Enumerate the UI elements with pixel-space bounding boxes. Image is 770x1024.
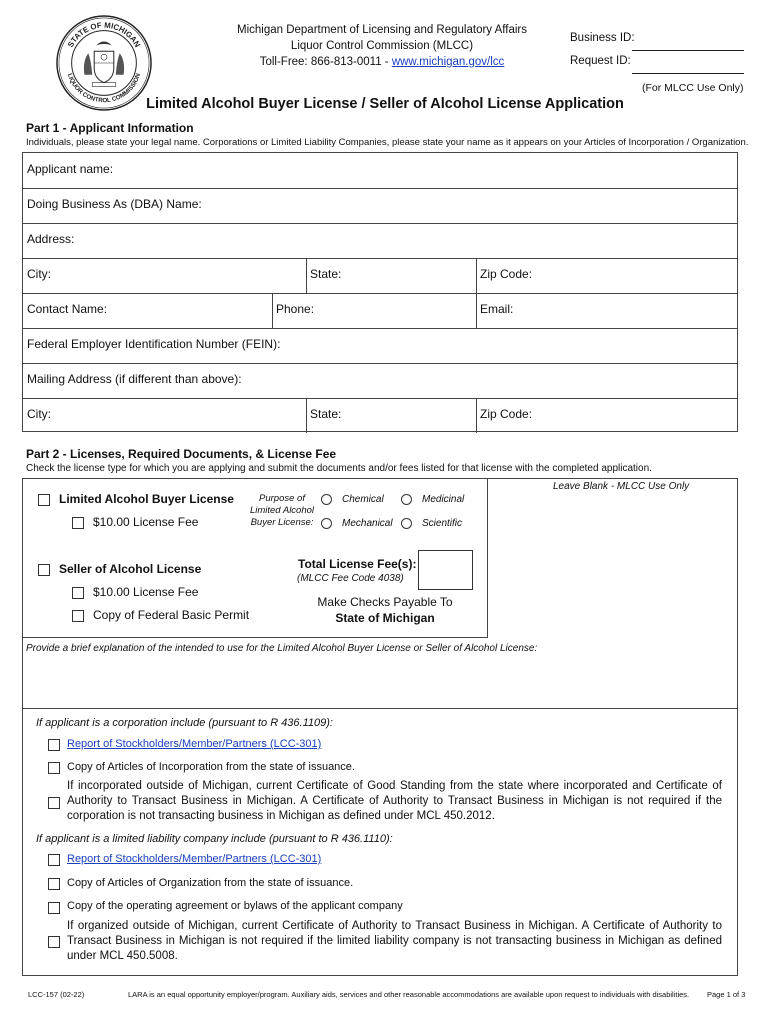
mailing-address-field[interactable]: Mailing Address (if different than above):	[27, 372, 242, 386]
purpose-medicinal-radio[interactable]	[401, 494, 412, 505]
column-divider	[476, 258, 477, 293]
page-number: Page 1 of 3	[707, 990, 746, 999]
mailing-state-field[interactable]: State:	[310, 407, 342, 421]
form-number: LCC-157 (02-22)	[28, 990, 85, 999]
city-field[interactable]: City:	[27, 267, 51, 281]
row-divider	[23, 258, 737, 259]
phone-field[interactable]: Phone:	[276, 302, 315, 316]
agency-info	[200, 22, 564, 70]
row-divider	[23, 328, 737, 329]
svg-text:STATE OF MICHIGAN: STATE OF MICHIGAN	[65, 20, 143, 49]
llc-articles-label: Copy of Articles of Organization from the state of issuance.	[67, 877, 354, 889]
lab-fee-checkbox[interactable]	[72, 517, 84, 529]
explanation-prompt: Provide a brief explanation of the intended to use for the Limited Alcohol Buyer License or Seller of Alcohol License:	[26, 643, 538, 654]
fee-code-note: (MLCC Fee Code 4038)	[297, 573, 404, 584]
commission-name: Liquor Control Commission (MLCC)	[290, 40, 474, 52]
request-id-field[interactable]	[632, 73, 744, 74]
llc-certificate-authority-label: If organized outside of Michigan, current Certificate of Authority to Transact Business in Michigan. A Certificate of Authority to Transact Business in Michigan is not required if the limited liability company is not transacting business in Michigan as defined under MCL 450.5008.	[67, 920, 722, 962]
section-divider	[22, 708, 738, 709]
total-fee-box[interactable]	[418, 550, 473, 590]
applicant-name-field[interactable]: Applicant name:	[27, 162, 114, 176]
federal-permit-checkbox[interactable]	[72, 610, 84, 622]
total-license-fee-label: Total License Fee(s):	[298, 557, 417, 571]
checks-payable-note: Make Checks Payable To	[317, 595, 453, 609]
federal-permit-label: Copy of Federal Basic Permit	[93, 608, 250, 622]
column-divider	[272, 293, 273, 328]
dba-name-field[interactable]: Doing Business As (DBA) Name:	[27, 197, 202, 211]
llc-stockholders-report-link[interactable]: Report of Stockholders/Member/Partners (LCC-301)	[67, 853, 322, 865]
corp-articles-label: Copy of Articles of Incorporation from the state of issuance.	[67, 761, 355, 773]
form-title: Limited Alcohol Buyer License / Seller of Alcohol License Application	[146, 96, 624, 112]
mlcc-use-only-note: Leave Blank - MLCC Use Only	[553, 481, 690, 492]
mailing-zip-code-field[interactable]: Zip Code:	[480, 407, 533, 421]
seller-fee-label: $10.00 License Fee	[93, 585, 199, 599]
row-divider	[23, 398, 737, 399]
lab-fee-label: $10.00 License Fee	[93, 515, 199, 529]
purpose-scientific-radio[interactable]	[401, 518, 412, 529]
column-divider	[476, 398, 477, 433]
corp-stockholders-report-checkbox[interactable]	[48, 739, 60, 751]
part1-heading: Part 1 - Applicant Information	[26, 121, 194, 135]
explanation-field[interactable]	[22, 656, 738, 708]
column-divider	[306, 398, 307, 433]
llc-operating-agreement-checkbox[interactable]	[48, 902, 60, 914]
corp-stockholders-report-link[interactable]: Report of Stockholders/Member/Partners (LCC-301)	[67, 738, 322, 750]
svg-text:LIQUOR CONTROL COMMISSION: LIQUOR CONTROL COMMISSION	[65, 72, 143, 105]
applicant-info-table	[22, 152, 738, 432]
row-divider	[23, 293, 737, 294]
limited-alcohol-buyer-checkbox[interactable]	[38, 494, 50, 506]
business-id-label: Business ID:	[570, 32, 635, 44]
limited-alcohol-buyer-label: Limited Alcohol Buyer License	[59, 492, 234, 506]
purpose-medicinal-label: Medicinal	[422, 494, 465, 505]
corporation-requirements-heading: If applicant is a corporation include (pursuant to R 436.1109):	[36, 717, 333, 729]
corp-good-standing-checkbox[interactable]	[48, 797, 60, 809]
seller-of-alcohol-label: Seller of Alcohol License	[59, 562, 202, 576]
purpose-chemical-radio[interactable]	[321, 494, 332, 505]
toll-free-number: Toll-Free: 866-813-0011 -	[259, 56, 392, 68]
email-field[interactable]: Email:	[480, 302, 514, 316]
llc-operating-agreement-label: Copy of the operating agreement or bylaws of the applicant company	[67, 900, 403, 912]
row-divider	[23, 363, 737, 364]
agency-name: Michigan Department of Licensing and Regulatory Affairs	[236, 24, 527, 36]
corp-articles-checkbox[interactable]	[48, 762, 60, 774]
seller-fee-checkbox[interactable]	[72, 587, 84, 599]
row-divider	[23, 188, 737, 189]
purpose-label	[248, 493, 316, 529]
purpose-label-line: Buyer License:	[250, 517, 314, 528]
column-divider	[476, 293, 477, 328]
llc-certificate-authority-checkbox[interactable]	[48, 936, 60, 948]
part1-instructions: Individuals, please state your legal name. Corporations or Limited Liability Companies, please state your name as it appears on your Articles of Incorporation / Organization.	[26, 137, 749, 148]
fein-field[interactable]: Federal Employer Identification Number (FEIN):	[27, 337, 281, 351]
contact-name-field[interactable]: Contact Name:	[27, 302, 108, 316]
seller-of-alcohol-checkbox[interactable]	[38, 564, 50, 576]
purpose-mechanical-radio[interactable]	[321, 518, 332, 529]
agency-website-link[interactable]: www.michigan.gov/lcc	[391, 56, 505, 68]
part2-heading: Part 2 - Licenses, Required Documents, & License Fee	[26, 447, 337, 461]
mlcc-use-only-note: (For MLCC Use Only)	[642, 82, 744, 94]
corp-good-standing-label: If incorporated outside of Michigan, current Certificate of Good Standing from the state where incorporated and Certificate of Authority to Transact Business in Michigan. A Certificate of Authority to Transact Business in Michigan is not required if the corporation is not transacting business in Michigan as defined under MCL 450.2012.	[67, 780, 722, 822]
payee-name: State of Michigan	[335, 611, 435, 625]
equal-opportunity-notice: LARA is an equal opportunity employer/program. Auxiliary aids, services and other reasonable accommodations are available upon request to individuals with disabilities.	[128, 990, 690, 999]
purpose-scientific-label: Scientific	[422, 518, 463, 529]
purpose-label-line: Purpose of	[259, 493, 305, 504]
purpose-mechanical-label: Mechanical	[342, 518, 393, 529]
address-field[interactable]: Address:	[27, 232, 75, 246]
llc-requirements-heading: If applicant is a limited liability company include (pursuant to R 436.1110):	[36, 833, 393, 845]
request-id-label: Request ID:	[570, 55, 631, 67]
row-divider	[23, 223, 737, 224]
mailing-city-field[interactable]: City:	[27, 407, 51, 421]
business-id-field[interactable]	[632, 50, 744, 51]
purpose-chemical-label: Chemical	[342, 494, 384, 505]
state-field[interactable]: State:	[310, 267, 342, 281]
llc-articles-checkbox[interactable]	[48, 878, 60, 890]
column-divider	[306, 258, 307, 293]
part2-instructions: Check the license type for which you are applying and submit the documents and/or fees listed for that license with the completed application.	[26, 463, 652, 474]
zip-code-field[interactable]: Zip Code:	[480, 267, 533, 281]
purpose-label-line: Limited Alcohol	[249, 505, 315, 516]
llc-stockholders-report-checkbox[interactable]	[48, 854, 60, 866]
contact-line	[200, 54, 564, 70]
